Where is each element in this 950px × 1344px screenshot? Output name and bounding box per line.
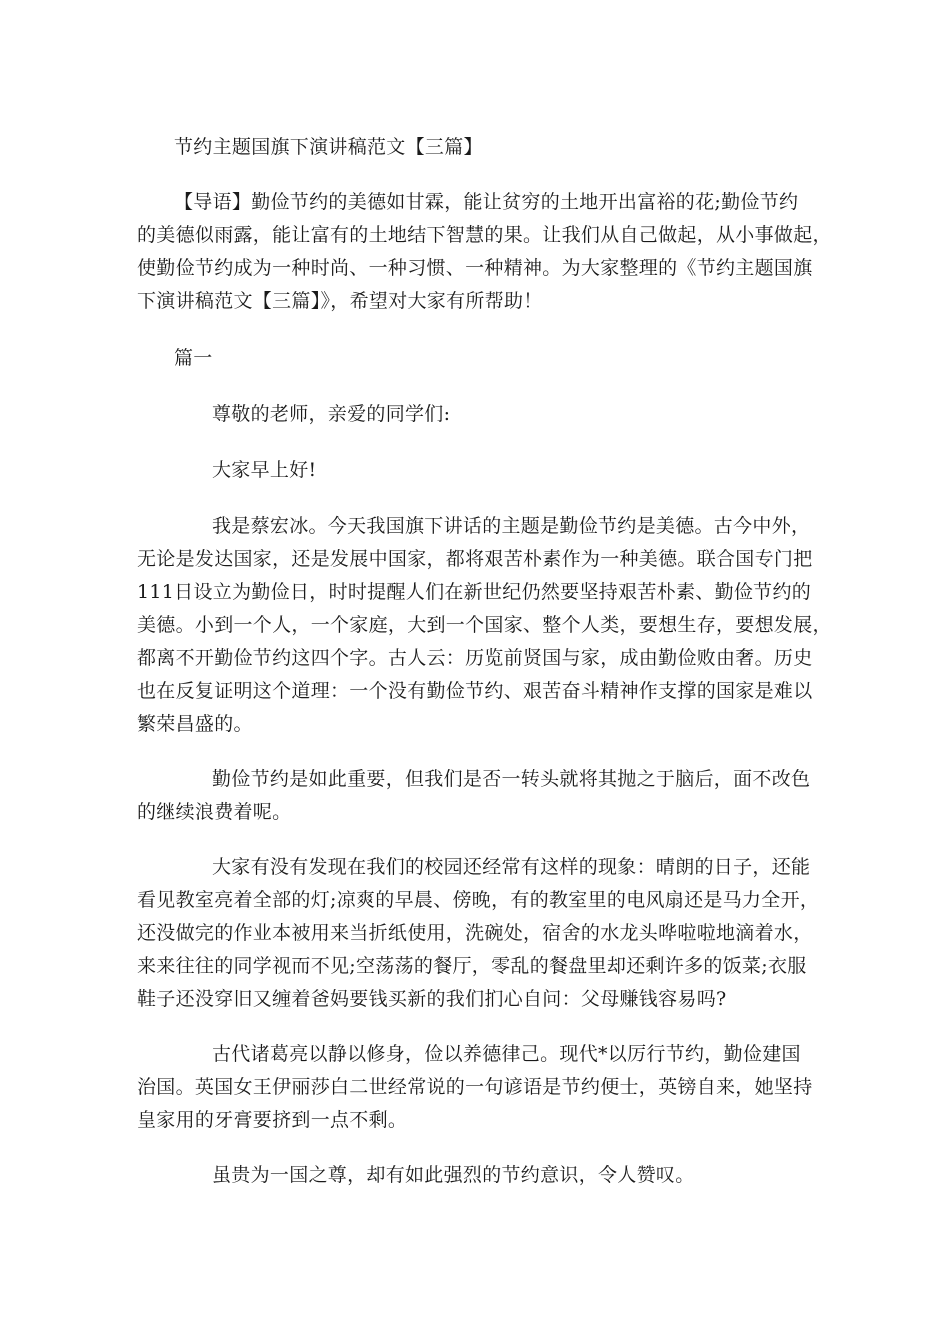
intro-line: 的美德似雨露，能让富有的土地结下智慧的果。让我们从自己做起，从小事做起， xyxy=(137,224,832,246)
paragraph-line: 111日设立为勤俭日，时时提醒人们在新世纪仍然要坚持艰苦朴素、勤俭节约的 xyxy=(137,581,812,603)
intro-line: 下演讲稿范文【三篇】》，希望对大家有所帮助！ xyxy=(137,290,543,312)
paragraph-line: 来来往往的同学视而不见;空荡荡的餐厅，零乱的餐盘里却还剩许多的饭菜;衣服 xyxy=(137,955,807,977)
paragraph-line: 皇家用的牙膏要挤到一点不剩。 xyxy=(137,1109,408,1131)
paragraph-line: 繁荣昌盛的。 xyxy=(137,713,253,735)
section-heading: 篇一 xyxy=(174,347,213,369)
paragraph-line: 大家有没有发现在我们的校园还经常有这样的现象：晴朗的日子，还能 xyxy=(212,856,811,878)
paragraph-line: 无论是发达国家，还是发展中国家，都将艰苦朴素作为一种美德。联合国专门把 xyxy=(137,548,813,570)
paragraph-line: 看见教室亮着全部的灯;凉爽的早晨、傍晚，有的教室里的电风扇还是马力全开， xyxy=(137,889,820,911)
intro-line: 使勤俭节约成为一种时尚、一种习惯、一种精神。为大家整理的《节约主题国旗 xyxy=(137,257,813,279)
document-title: 节约主题国旗下演讲稿范文【三篇】 xyxy=(174,136,483,158)
paragraph-line: 我是蔡宏冰。今天我国旗下讲话的主题是勤俭节约是美德。古今中外， xyxy=(212,515,811,537)
paragraph-line: 治国。英国女王伊丽莎白二世经常说的一句谚语是节约便士，英镑自来，她坚持 xyxy=(137,1076,813,1098)
paragraph-line: 也在反复证明这个道理：一个没有勤俭节约、艰苦奋斗精神作支撑的国家是难以 xyxy=(137,680,813,702)
paragraph-line: 的继续浪费着呢。 xyxy=(137,801,292,823)
paragraph-line: 都离不开勤俭节约这四个字。古人云：历览前贤国与家，成由勤俭败由奢。历史 xyxy=(137,647,813,669)
paragraph-line: 鞋子还没穿旧又缠着爸妈要钱买新的我们扪心自问：父母赚钱容易吗? xyxy=(137,988,727,1010)
paragraph-line: 勤俭节约是如此重要，但我们是否一转头就将其抛之于脑后，面不改色 xyxy=(212,768,811,790)
paragraph-line: 虽贵为一国之尊，却有如此强烈的节约意识，令人赞叹。 xyxy=(212,1164,695,1186)
paragraph-line: 美德。小到一个人，一个家庭，大到一个国家、整个人类，要想生存，要想发展， xyxy=(137,614,832,636)
paragraph-line: 还没做完的作业本被用来当折纸使用，洗碗处，宿舍的水龙头哗啦啦地滴着水， xyxy=(137,922,813,944)
greeting: 大家早上好! xyxy=(212,459,317,481)
paragraph-line: 古代诸葛亮以静以修身，俭以养德律己。现代*以厉行节约，勤俭建国 xyxy=(212,1043,801,1065)
intro-line: 【导语】勤俭节约的美德如甘霖，能让贫穷的土地开出富裕的花;勤俭节约 xyxy=(174,191,799,213)
salutation: 尊敬的老师，亲爱的同学们: xyxy=(212,403,451,425)
